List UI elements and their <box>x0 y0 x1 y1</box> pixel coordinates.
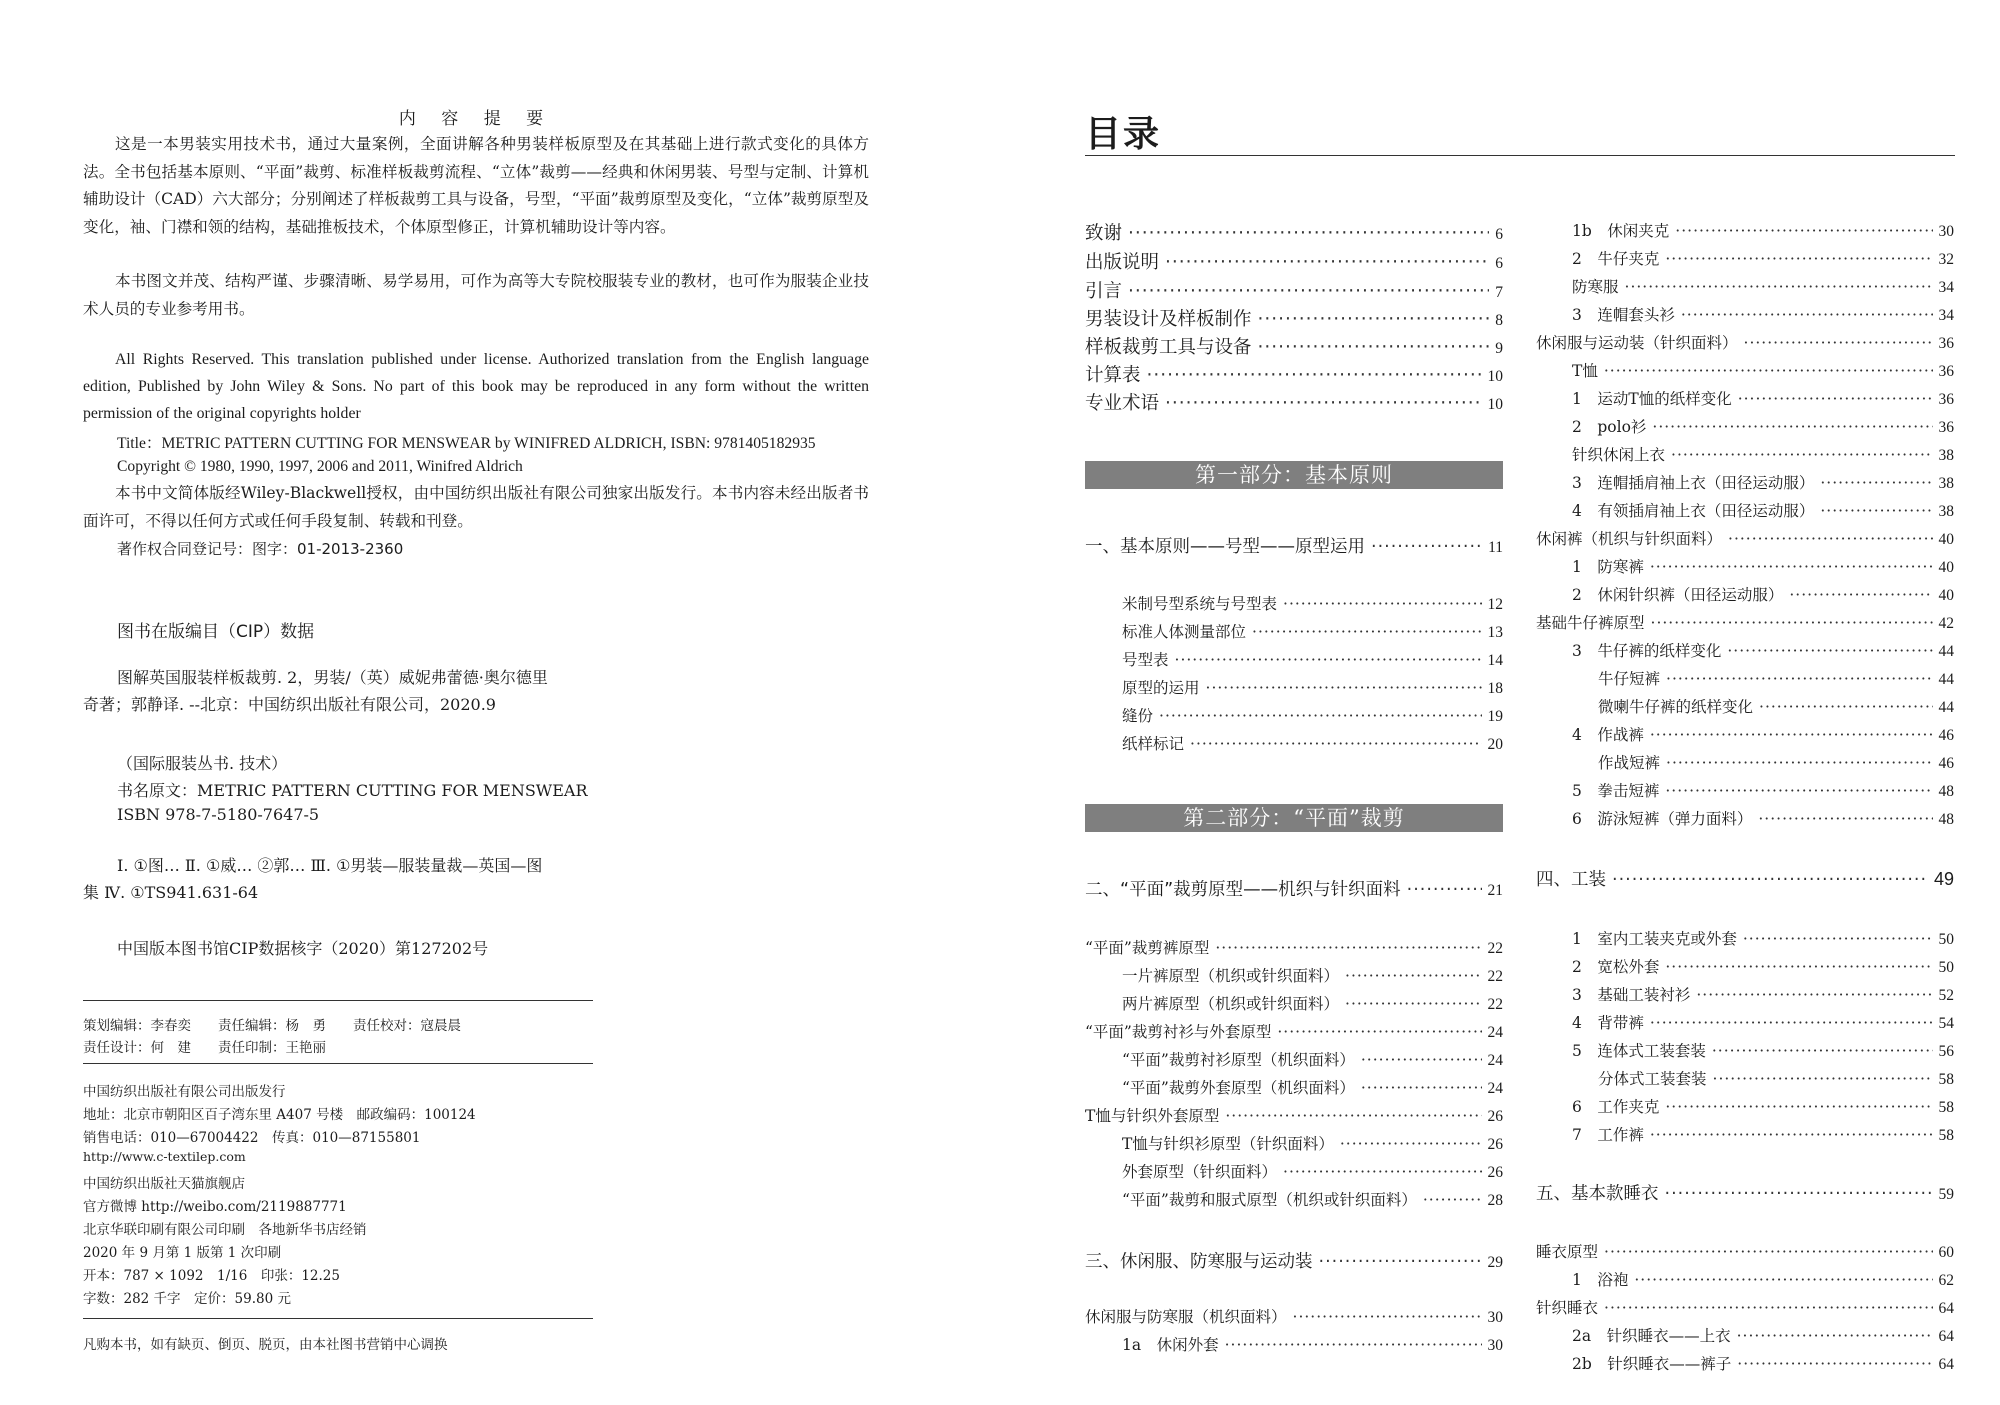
toc-entry[interactable]: 6 游泳短裤（弹力面料） ····· 48 <box>1572 807 1954 829</box>
divider <box>83 1063 593 1064</box>
toc-entry[interactable]: “平面”裁剪裤原型 ····· 22 <box>1085 936 1503 958</box>
toc-heading: 目录 <box>1085 114 1162 155</box>
toc-entry[interactable]: 4 背带裤 ····· 54 <box>1572 1011 1954 1033</box>
toc-chapter[interactable]: 四、工装 ····· 49 <box>1536 866 1954 891</box>
toc-entry[interactable]: 微喇牛仔裤的纸样变化 ····· 44 <box>1598 695 1954 717</box>
toc-entry[interactable]: 分体式工装套装 ····· 58 <box>1598 1067 1954 1089</box>
toc-entry[interactable]: 3 连帽套头衫 ····· 34 <box>1572 303 1954 325</box>
toc-entry[interactable]: 样板裁剪工具与设备 ····· 9 <box>1085 333 1503 359</box>
toc-entry[interactable]: 2 polo衫 ····· 36 <box>1572 415 1954 437</box>
toc-entry[interactable]: 1 运动T恤的纸样变化 ····· 36 <box>1572 387 1954 409</box>
staff-line-2: 责任设计：何 建 责任印制：王艳丽 <box>83 1040 326 1056</box>
rights-statement: All Rights Reserved. This translation published under license. Authorized translation from the English language edition, Published by John Wiley & Sons. No part of this book may be reproduced in any form without the written permission of the original copyrights holder <box>83 351 869 422</box>
toc-entry[interactable]: 防寒服 ····· 34 <box>1572 275 1954 297</box>
cip-original-title: 书名原文：METRIC PATTERN CUTTING FOR MENSWEAR <box>117 781 588 800</box>
toc-entry[interactable]: 5 拳击短裤 ····· 48 <box>1572 779 1954 801</box>
cip-series: （国际服装丛书. 技术） <box>117 754 288 773</box>
toc-entry[interactable]: 一片裤原型（机织或针织面料） ····· 22 <box>1122 964 1503 986</box>
publisher-line: 字数：282 千字 定价：59.80 元 <box>83 1291 291 1307</box>
toc-entry[interactable]: “平面”裁剪外套原型（机织面料） ····· 24 <box>1122 1076 1503 1098</box>
part-banner: 第一部分：基本原则 <box>1085 461 1503 489</box>
toc-entry[interactable]: 米制号型系统与号型表 ····· 12 <box>1122 592 1503 614</box>
toc-chapter[interactable]: 一、基本原则——号型——原型运用 ····· 11 <box>1085 533 1503 558</box>
toc-entry[interactable]: “平面”裁剪衬衫原型（机织面料） ····· 24 <box>1122 1048 1503 1070</box>
toc-entry[interactable]: 专业术语 ····· 10 <box>1085 389 1503 415</box>
toc-entry[interactable]: 4 有领插肩袖上衣（田径运动服） ····· 38 <box>1572 499 1954 521</box>
toc-entry[interactable]: 休闲服与防寒服（机织面料） ····· 30 <box>1085 1305 1503 1327</box>
heading-rule <box>1085 155 1955 156</box>
toc-entry[interactable]: 致谢 ····· 6 <box>1085 219 1503 245</box>
toc-chapter[interactable]: 三、休闲服、防寒服与运动装 ····· 29 <box>1085 1248 1503 1273</box>
toc-entry[interactable]: 基础牛仔裤原型 ····· 42 <box>1536 611 1954 633</box>
toc-entry[interactable]: 作战短裤 ····· 46 <box>1598 751 1954 773</box>
toc-entry[interactable]: 缝份 ····· 19 <box>1122 704 1503 726</box>
toc-entry[interactable]: 外套原型（针织面料） ····· 26 <box>1122 1160 1503 1182</box>
toc-entry[interactable]: 5 连体式工装套装 ····· 56 <box>1572 1039 1954 1061</box>
publisher-line: 中国纺织出版社天猫旗舰店 <box>83 1176 245 1192</box>
cip-verification: 中国版本图书馆CIP数据核字（2020）第127202号 <box>117 939 489 958</box>
cip-body: 图解英国服装样板裁剪. 2，男装/（英）威妮弗蕾德·奥尔德里奇著；郭静译. --北京：中国纺织出版社有限公司，2020.9 <box>83 668 548 714</box>
toc-entry[interactable]: 针织睡衣 ····· 64 <box>1536 1296 1954 1318</box>
cip-heading: 图书在版编目（CIP）数据 <box>117 622 315 642</box>
publisher-line: 官方微博 http://weibo.com/2119887771 <box>83 1199 347 1215</box>
toc-entry[interactable]: 原型的运用 ····· 18 <box>1122 676 1503 698</box>
cip-isbn: ISBN 978-7-5180-7647-5 <box>117 805 320 824</box>
toc-entry[interactable]: 7 工作裤 ····· 58 <box>1572 1123 1954 1145</box>
toc-entry[interactable]: 2b 针织睡衣——裤子 ····· 64 <box>1572 1352 1954 1374</box>
summary-paragraph-2: 本书图文并茂、结构严谨、步骤清晰、易学易用，可作为高等大专院校服装专业的教材，也可作为服装企业技术人员的专业参考用书。 <box>83 272 869 318</box>
original-title-line: Title：METRIC PATTERN CUTTING FOR MENSWEAR by WINIFRED ALDRICH, ISBN: 9781405182935 <box>117 435 816 452</box>
toc-entry[interactable]: 3 基础工装衬衫 ····· 52 <box>1572 983 1954 1005</box>
toc-chapter[interactable]: 五、基本款睡衣 ····· 59 <box>1536 1180 1954 1205</box>
toc-entry[interactable]: 标准人体测量部位 ····· 13 <box>1122 620 1503 642</box>
toc-entry[interactable]: 2 宽松外套 ····· 50 <box>1572 955 1954 977</box>
divider <box>83 1318 593 1319</box>
toc-entry[interactable]: T恤与针织外套原型 ····· 26 <box>1085 1104 1503 1126</box>
toc-entry[interactable]: 休闲裤（机织与针织面料） ····· 40 <box>1536 527 1954 549</box>
summary-title: 内 容 提 要 <box>398 109 554 129</box>
toc-entry[interactable]: 睡衣原型 ····· 60 <box>1536 1240 1954 1262</box>
toc-entry[interactable]: “平面”裁剪和服式原型（机织或针织面料） ····· 28 <box>1122 1188 1503 1210</box>
toc-entry[interactable]: 1 浴袍 ····· 62 <box>1572 1268 1954 1290</box>
toc-entry[interactable]: 2a 针织睡衣——上衣 ····· 64 <box>1572 1324 1954 1346</box>
toc-entry[interactable]: 1a 休闲外套 ····· 30 <box>1122 1333 1503 1355</box>
toc-entry[interactable]: 引言 ····· 7 <box>1085 277 1503 303</box>
toc-entry[interactable]: 牛仔短裤 ····· 44 <box>1598 667 1954 689</box>
toc-entry[interactable]: 纸样标记 ····· 20 <box>1122 732 1503 754</box>
part-banner: 第二部分：“平面”裁剪 <box>1085 804 1503 832</box>
toc-entry[interactable]: 4 作战裤 ····· 46 <box>1572 723 1954 745</box>
toc-entry[interactable]: 号型表 ····· 14 <box>1122 648 1503 670</box>
staff-line-1: 策划编辑：李春奕 责任编辑：杨 勇 责任校对：寇晨晨 <box>83 1018 461 1034</box>
table-of-contents-page <box>1000 0 2000 1405</box>
toc-entry[interactable]: T恤与针织衫原型（针织面料） ····· 26 <box>1122 1132 1503 1154</box>
toc-entry[interactable]: 2 牛仔夹克 ····· 32 <box>1572 247 1954 269</box>
defect-notice: 凡购本书，如有缺页、倒页、脱页，由本社图书营销中心调换 <box>83 1337 448 1353</box>
toc-entry[interactable]: “平面”裁剪衬衫与外套原型 ····· 24 <box>1085 1020 1503 1042</box>
divider <box>83 1000 593 1001</box>
copyright-line: Copyright © 1980, 1990, 1997, 2006 and 2011, Winifred Aldrich <box>117 458 523 475</box>
toc-entry[interactable]: 3 连帽插肩袖上衣（田径运动服） ····· 38 <box>1572 471 1954 493</box>
cip-classification: Ⅰ. ①图… Ⅱ. ①威… ②郭… Ⅲ. ①男装—服装量裁—英国—图集 Ⅳ. ①TS941.631-64 <box>83 856 543 902</box>
toc-entry[interactable]: 休闲服与运动装（针织面料） ····· 36 <box>1536 331 1954 353</box>
license-statement: 本书中文简体版经Wiley-Blackwell授权，由中国纺织出版社有限公司独家出版发行。本书内容未经出版者书面许可，不得以任何方式或任何手段复制、转载和刊登。 <box>83 484 869 530</box>
toc-entry[interactable]: 3 牛仔裤的纸样变化 ····· 44 <box>1572 639 1954 661</box>
toc-entry[interactable]: 2 休闲针织裤（田径运动服） ····· 40 <box>1572 583 1954 605</box>
toc-entry[interactable]: 1 室内工装夹克或外套 ····· 50 <box>1572 927 1954 949</box>
toc-entry[interactable]: 出版说明 ····· 6 <box>1085 248 1503 274</box>
toc-entry[interactable]: T恤 ····· 36 <box>1572 359 1954 381</box>
toc-entry[interactable]: 计算表 ····· 10 <box>1085 361 1503 387</box>
toc-entry[interactable]: 针织休闲上衣 ····· 38 <box>1572 443 1954 465</box>
toc-entry[interactable]: 两片裤原型（机织或针织面料） ····· 22 <box>1122 992 1503 1014</box>
toc-entry[interactable]: 男装设计及样板制作 ····· 8 <box>1085 305 1503 331</box>
toc-entry[interactable]: 6 工作夹克 ····· 58 <box>1572 1095 1954 1117</box>
publisher-line: 开本：787 × 1092 1/16 印张：12.25 <box>83 1268 340 1284</box>
publisher-line: 中国纺织出版社有限公司出版发行 <box>83 1084 286 1100</box>
toc-entry[interactable]: 1 防寒裤 ····· 40 <box>1572 555 1954 577</box>
publisher-line: 销售电话：010—67004422 传真：010—87155801 <box>83 1130 421 1146</box>
toc-entry[interactable]: 1b 休闲夹克 ····· 30 <box>1572 219 1954 241</box>
toc-chapter[interactable]: 二、“平面”裁剪原型——机织与针织面料 ····· 21 <box>1085 876 1503 901</box>
publisher-line: 地址：北京市朝阳区百子湾东里 A407 号楼 邮政编码：100124 <box>83 1107 476 1123</box>
publisher-line: 北京华联印刷有限公司印刷 各地新华书店经销 <box>83 1222 367 1238</box>
contract-number: 著作权合同登记号：图字：01-2013-2360 <box>117 540 404 558</box>
publisher-line: http://www.c-textilep.com <box>83 1149 246 1164</box>
publisher-line: 2020 年 9 月第 1 版第 1 次印刷 <box>83 1245 282 1261</box>
summary-paragraph-1: 这是一本男装实用技术书，通过大量案例，全面讲解各种男装样板原型及在其基础上进行款式变化的具体方法。全书包括基本原则、“平面”裁剪、标准样板裁剪流程、“立体”裁剪——经典和休闲男装、号型与定制、计算机辅助设计（CAD）六大部分；分别阐述了样板裁剪工具与设备，号型，“平面”裁剪原型及变化，“立体”裁剪原型及变化，袖、门襟和领的结构，基础推板技术，个体原型修正，计算机辅助设计等内容。 <box>83 135 869 236</box>
